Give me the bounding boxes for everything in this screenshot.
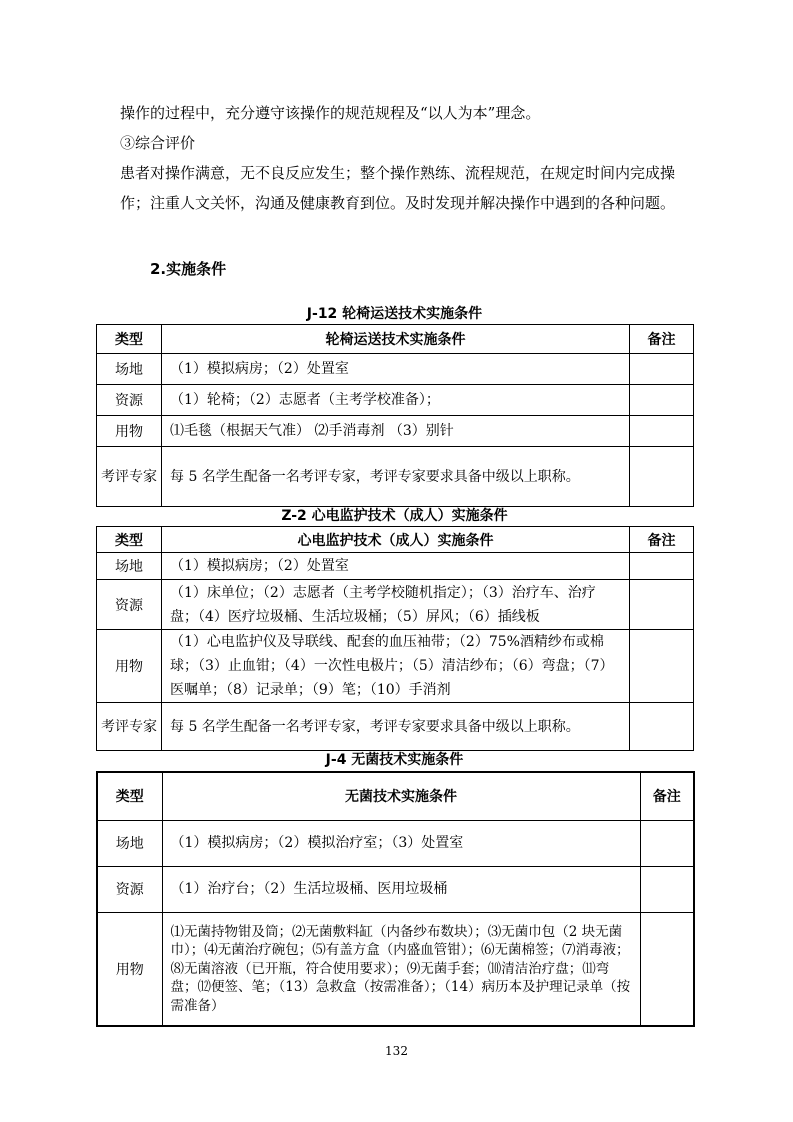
table3-header-row	[97, 772, 694, 820]
row-note	[630, 703, 694, 751]
section-heading: 2.实施条件	[150, 260, 227, 278]
row-type: 场地	[97, 354, 162, 385]
table3-header-type: 类型	[97, 772, 162, 820]
table3-header-note: 备注	[640, 772, 694, 820]
row-type: 考评专家	[97, 447, 162, 507]
row-type: 用物	[97, 416, 162, 447]
table-row	[97, 912, 694, 1026]
row-content: （1）治疗台；（2）生活垃圾桶、医用垃圾桶	[162, 866, 640, 912]
row-content: （1）模拟病房；（2）模拟治疗室；（3）处置室	[162, 820, 640, 866]
row-note	[630, 447, 694, 507]
intro-line-1: 操作的过程中，充分遵守该操作的规范规程及“以人为本”理念。	[120, 104, 541, 122]
row-note	[640, 912, 694, 1026]
table1-header-row	[97, 325, 694, 354]
table1-caption: J-12 轮椅运送技术实施条件	[306, 306, 483, 322]
row-content: （1）模拟病房；（2）处置室	[162, 553, 630, 580]
table2-caption: Z-2 心电监护技术（成人）实施条件	[281, 508, 508, 524]
evaluation-paragraph: 患者对操作满意，无不良反应发生；整个操作熟练、流程规范，在规定时间内完成操作；注重人文关怀，沟通及健康教育到位。及时发现并解决操作中遇到的各种问题。	[120, 164, 676, 212]
row-type: 用物	[97, 912, 162, 1026]
table-row	[97, 630, 694, 703]
intro-line-2: ③综合评价	[120, 134, 196, 152]
row-note	[630, 553, 694, 580]
row-content: ⑴毛毯（根据天气准） ⑵手消毒剂 （3）别针	[162, 416, 630, 447]
row-type: 场地	[97, 553, 162, 580]
table-row	[97, 416, 694, 447]
row-type: 资源	[97, 580, 162, 630]
row-type: 资源	[97, 385, 162, 416]
row-note	[640, 820, 694, 866]
row-note	[630, 580, 694, 630]
table1-header-type: 类型	[97, 325, 162, 354]
row-type: 考评专家	[97, 703, 162, 751]
row-note	[630, 630, 694, 703]
table-row	[97, 703, 694, 751]
table1-header-note: 备注	[630, 325, 694, 354]
table2	[96, 526, 694, 751]
row-content: 每 5 名学生配备一名考评专家，考评专家要求具备中级以上职称。	[162, 447, 630, 507]
row-content: （1）模拟病房；（2）处置室	[162, 354, 630, 385]
table-row	[97, 354, 694, 385]
table2-header-note: 备注	[630, 527, 694, 553]
table-row	[97, 866, 694, 912]
row-content: （1）床单位；（2）志愿者（主考学校随机指定）；（3）治疗车、治疗盘；（4）医疗垃圾桶、生活垃圾桶；（5）屏风；（6）插线板	[162, 580, 630, 630]
row-content: ⑴无菌持物钳及筒；⑵无菌敷料缸（内备纱布数块）；⑶无菌巾包（2 块无菌巾）；⑷无菌治疗碗包；⑸有盖方盒（内盛血管钳）；⑹无菌棉签；⑺消毒液；⑻无菌溶液（已开瓶，符合使用要求）；⑼无菌手套；⑽清洁治疗盘；⑾弯盘；⑿便签、笔；（13）急救盒（按需准备）；（14）病历本及护理记录单（按需准备）	[162, 912, 640, 1026]
table3-header-content: 无菌技术实施条件	[162, 772, 640, 820]
row-content: （1）心电监护仪及导联线、配套的血压袖带；（2）75%酒精纱布或棉球；（3）止血钳；（4）一次性电极片；（5）清洁纱布；（6）弯盘；（7）医嘱单；（8）记录单；（9）笔；（10）手消剂	[162, 630, 630, 703]
table3	[96, 771, 695, 1027]
row-type: 用物	[97, 630, 162, 703]
table2-header-type: 类型	[97, 527, 162, 553]
row-note	[630, 385, 694, 416]
row-content: （1）轮椅；（2）志愿者（主考学校准备）；	[162, 385, 630, 416]
table-row	[97, 447, 694, 507]
row-note	[630, 416, 694, 447]
row-type: 资源	[97, 866, 162, 912]
table3-caption: J-4 无菌技术实施条件	[325, 752, 464, 768]
table-row	[97, 553, 694, 580]
table-row	[97, 820, 694, 866]
row-note	[640, 866, 694, 912]
table1-header-content: 轮椅运送技术实施条件	[162, 325, 630, 354]
row-content: 每 5 名学生配备一名考评专家，考评专家要求具备中级以上职称。	[162, 703, 630, 751]
table-row	[97, 580, 694, 630]
row-note	[630, 354, 694, 385]
table1	[96, 324, 694, 507]
table2-header-content: 心电监护技术（成人）实施条件	[162, 527, 630, 553]
row-type: 场地	[97, 820, 162, 866]
table-row	[97, 385, 694, 416]
table2-header-row	[97, 527, 694, 553]
page-number: 132	[385, 1044, 408, 1058]
